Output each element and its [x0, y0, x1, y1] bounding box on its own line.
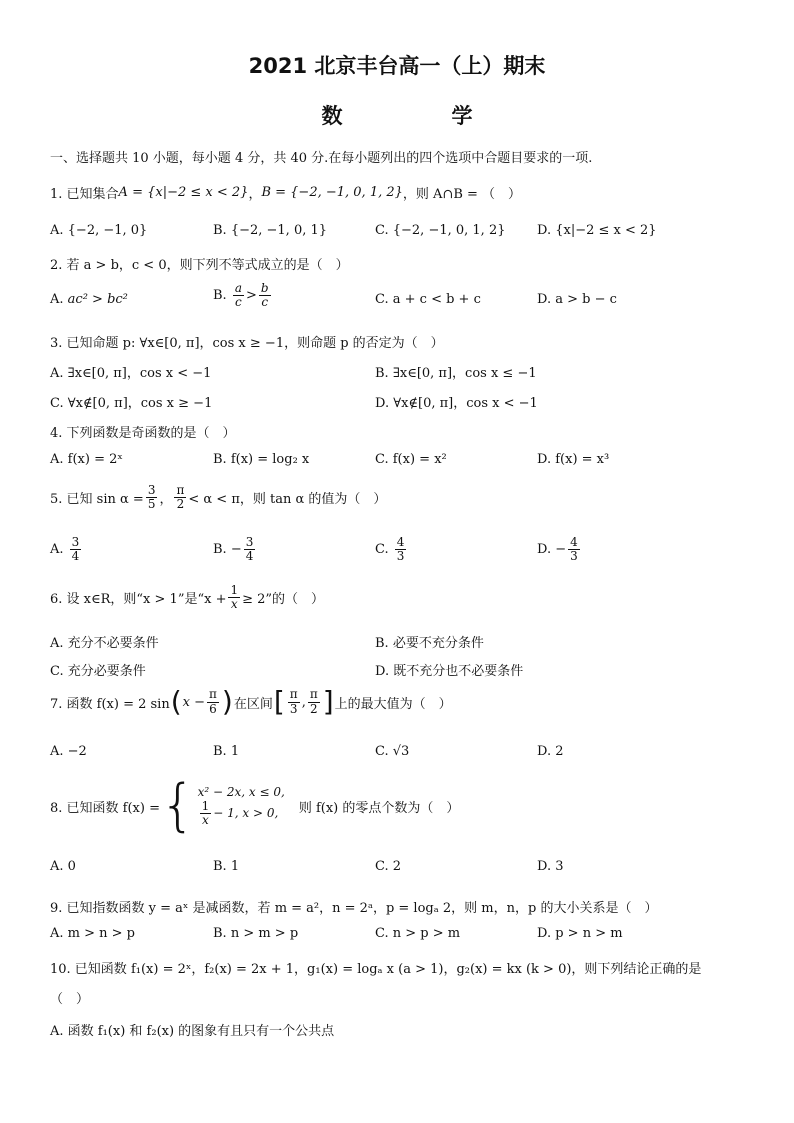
- q8-fraction-1-x: [200, 800, 212, 827]
- q6-post: ≥ 2”的（ ）: [242, 592, 325, 608]
- q7-mid: 在区间: [233, 696, 273, 712]
- q5-option-c: [375, 536, 408, 563]
- numerator: b: [260, 281, 269, 295]
- numerator: 1: [230, 583, 239, 597]
- q7-comma: ,: [301, 694, 306, 710]
- denominator: 3: [570, 549, 578, 564]
- q6-fraction-1-x: [228, 584, 240, 611]
- q1-set-b: B = {−2, −1, 0, 1, 2}: [261, 185, 403, 200]
- q3-option-d: D. ∀x∉[0, π]，cos x < −1: [375, 396, 538, 411]
- q1-prefix: 1. 已知集合: [50, 187, 119, 202]
- q7-pre: 7. 函数 f(x) = 2 sin: [50, 696, 170, 712]
- denominator: x: [230, 597, 238, 612]
- q5-option-c-fraction: [395, 536, 407, 563]
- q2-option-a-label: A.: [50, 292, 64, 307]
- denominator: 5: [147, 497, 156, 512]
- denominator: 2: [309, 701, 318, 716]
- q5-fraction-pi-2: [174, 484, 186, 511]
- denominator: 6: [209, 701, 217, 716]
- q1-set-a: A = {x|−2 ≤ x < 2}: [118, 185, 249, 200]
- right-paren-glyph: ): [221, 685, 233, 718]
- q7-inner: x −: [182, 694, 206, 710]
- q2-fraction-b-over-c: [259, 282, 271, 309]
- denominator: c: [261, 295, 269, 310]
- q9-option-a: A. m > n > p: [50, 926, 135, 941]
- numerator: 1: [201, 798, 210, 813]
- q5-option-a-fraction: [70, 536, 82, 563]
- q7-option-d: D. 2: [537, 744, 564, 759]
- denominator: c: [235, 295, 242, 310]
- denominator: 4: [245, 549, 254, 564]
- question-2-stem: 2. 若 a > b，c < 0，则下列不等式成立的是（ ）: [50, 258, 349, 273]
- q2-option-a-expr: ac² > bc²: [67, 292, 128, 307]
- subject-title: 数 学: [321, 104, 517, 128]
- denominator: 2: [176, 497, 185, 512]
- question-5-stem: [50, 484, 386, 511]
- q7-fraction-pi-3: [288, 688, 300, 715]
- q6-pre: 6. 设 x∈R，则“x > 1”是“x +: [50, 592, 227, 608]
- q5-option-a-label: A.: [50, 542, 64, 558]
- q8-option-c: C. 2: [375, 859, 402, 874]
- question-3-stem: 3. 已知命题 p: ∀x∈[0, π]，cos x ≥ −1，则命题 p 的否定为（ ）: [50, 336, 444, 351]
- question-1-stem: [50, 183, 521, 202]
- denominator: 3: [289, 701, 298, 716]
- q7-option-c: C. √3: [375, 744, 410, 759]
- numerator: 3: [245, 535, 254, 549]
- q2-gt: >: [245, 288, 257, 304]
- numerator: π: [176, 483, 185, 497]
- denominator: x: [202, 813, 209, 827]
- numerator: π: [209, 687, 217, 702]
- q1-option-a: A. {−2, −1, 0}: [50, 223, 148, 238]
- q1-option-b: B. {−2, −1, 0, 1}: [213, 223, 328, 238]
- q2-option-b-label: B.: [213, 288, 227, 304]
- q9-option-b: B. n > m > p: [213, 926, 299, 941]
- q5-option-d-label: D. −: [537, 542, 567, 558]
- q3-option-c: C. ∀x∉[0, π]，cos x ≥ −1: [50, 396, 213, 411]
- q3-option-a: A. ∃x∈[0, π]，cos x < −1: [50, 366, 212, 381]
- q2-option-b: [213, 282, 273, 309]
- denominator: 3: [396, 549, 405, 564]
- q1-option-d: D. {x|−2 ≤ x < 2}: [537, 223, 657, 238]
- left-brace-glyph: {: [159, 773, 196, 838]
- q1-sep: ，: [248, 187, 262, 202]
- question-10-paren: （ ）: [50, 992, 90, 1007]
- q4-option-b: B. f(x) = log₂ x: [213, 452, 310, 467]
- question-8-stem: [50, 773, 460, 838]
- q8-post: 则 f(x) 的零点个数为（ ）: [298, 800, 460, 816]
- q2-fraction-a-over-c: [233, 282, 244, 309]
- question-10-stem: 10. 已知函数 f₁(x) = 2ˣ，f₂(x) = 2x + 1，g₁(x) = logₐ x (a > 1)，g₂(x) = kx (k > 0)，则下列结论正确的是: [50, 962, 702, 977]
- q8-piece-2: [198, 800, 285, 827]
- page-title: 2021 北京丰台高一（上）期末: [248, 54, 546, 78]
- q6-option-c: C. 充分必要条件: [50, 664, 146, 679]
- q2-option-d: D. a > b − c: [537, 292, 617, 307]
- q2-option-a: [50, 292, 128, 307]
- q7-fraction-pi-2: [308, 688, 320, 715]
- q5-option-b-fraction: [244, 536, 256, 563]
- numerator: 3: [147, 483, 156, 497]
- q8-piecewise: [198, 785, 285, 827]
- q8-piece-2-rest: − 1, x > 0,: [213, 806, 279, 820]
- q6-option-a: A. 充分不必要条件: [50, 636, 159, 651]
- q1-option-c: C. {−2, −1, 0, 1, 2}: [375, 223, 506, 238]
- q9-option-c: C. n > p > m: [375, 926, 461, 941]
- numerator: a: [234, 281, 242, 295]
- numerator: 4: [396, 535, 405, 549]
- numerator: π: [289, 687, 298, 702]
- q5-option-a: [50, 536, 83, 563]
- q2-option-c: C. a + c < b + c: [375, 292, 481, 307]
- q8-option-d: D. 3: [537, 859, 564, 874]
- q4-option-d: D. f(x) = x³: [537, 452, 610, 467]
- q8-piece-1: x² − 2x, x ≤ 0,: [197, 784, 285, 799]
- q5-option-d: [537, 536, 582, 563]
- q5-mid: ，: [159, 492, 173, 508]
- q5-option-c-label: C.: [375, 542, 389, 558]
- q3-option-b: B. ∃x∈[0, π]，cos x ≤ −1: [375, 366, 537, 381]
- q4-option-c: C. f(x) = x²: [375, 452, 447, 467]
- q7-option-a: A. −2: [50, 744, 87, 759]
- q8-option-b: B. 1: [213, 859, 240, 874]
- q7-post: 上的最大值为（ ）: [334, 696, 452, 712]
- section-instructions: 一、选择题共 10 小题，每小题 4 分，共 40 分.在每小题列出的四个选项中合题目要求的一项.: [50, 151, 593, 166]
- q7-option-b: B. 1: [213, 744, 240, 759]
- q6-option-d: D. 既不充分也不必要条件: [375, 664, 524, 679]
- numerator: π: [309, 687, 318, 702]
- question-4-stem: 4. 下列函数是奇函数的是（ ）: [50, 426, 236, 441]
- question-9-stem: 9. 已知指数函数 y = aˣ 是减函数，若 m = a²，n = 2ᵃ，p = logₐ 2，则 m，n，p 的大小关系是（ ）: [50, 901, 658, 916]
- q10-option-a: A. 函数 f₁(x) 和 f₂(x) 的图象有且只有一个公共点: [50, 1024, 335, 1039]
- q6-option-b: B. 必要不充分条件: [375, 636, 484, 651]
- q5-fraction-3-5: [146, 484, 158, 511]
- q9-option-d: D. p > n > m: [537, 926, 623, 941]
- q5-option-d-fraction: [568, 536, 580, 563]
- question-6-stem: [50, 584, 324, 611]
- q4-option-a: A. f(x) = 2ˣ: [50, 452, 123, 467]
- numerator: 4: [570, 535, 578, 549]
- q5-pre: 5. 已知 sin α =: [50, 492, 144, 508]
- numerator: 3: [71, 535, 80, 549]
- right-bracket-glyph: ]: [322, 685, 334, 718]
- question-7-stem: [50, 685, 452, 718]
- q5-option-b: [213, 536, 257, 563]
- q8-option-a: A. 0: [50, 859, 76, 874]
- q5-option-b-label: B. −: [213, 542, 242, 558]
- q1-suffix: ，则 A∩B = （ ）: [402, 187, 522, 202]
- q5-post: < α < π，则 tan α 的值为（ ）: [188, 492, 387, 508]
- q7-fraction-pi-6: [207, 688, 219, 715]
- left-bracket-glyph: [: [273, 685, 285, 718]
- denominator: 4: [71, 549, 80, 564]
- left-paren-glyph: (: [170, 685, 182, 718]
- q8-pre: 8. 已知函数 f(x) =: [50, 800, 160, 816]
